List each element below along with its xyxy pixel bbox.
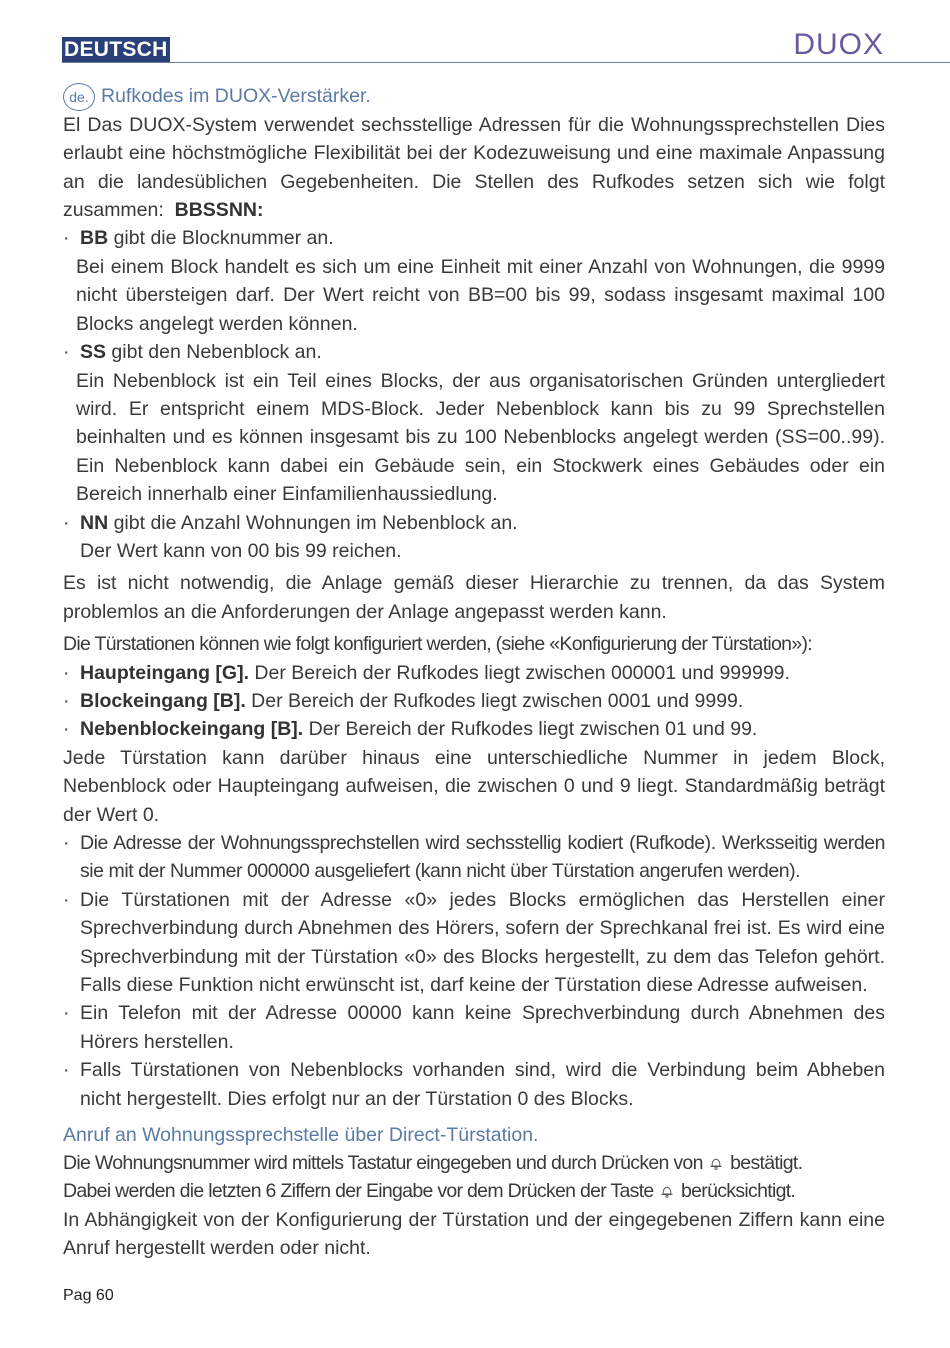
item-text: gibt den Nebenblock an.: [106, 341, 322, 364]
direct-call-text: Dabei werden die letzten 6 Ziffern der Eingabe vor dem Drücken der Taste: [63, 1180, 654, 1203]
note-item: · Falls Türstationen von Nebenblocks vorhanden sind, wird die Verbindung beim Abheben nicht hergestellt. Dies erfolgt nur an der Türstation 0 des Blocks.: [63, 1056, 885, 1113]
item-key: NN: [80, 511, 109, 534]
section-title-text: Rufkodes im DUOX-Verstärker.: [101, 85, 371, 107]
intro-text: El Das DUOX-System verwendet sechsstellige Adressen für die Wohnungssprechstellen Dies erlaubt eine höchstmögliche Flexibilität bei der Kodezuweisung und eine maximale Anpassung an die landesüblichen Gegebenheiten. Die Stellen des Rufkodes setzen sich wie folgt zusammen:: [63, 113, 885, 222]
door-type-text: Der Bereich der Rufkodes liegt zwischen 01 und 99.: [303, 718, 758, 741]
direct-call-line1: [63, 1149, 885, 1177]
door-number-note: Jede Türstation kann darüber hinaus eine unterschiedliche Nummer in jedem Block, Nebenblock oder Haupteingang aufweisen, die zwischen 0 und 9 liegt. Standardmäßig beträgt der Wert 0.: [63, 746, 885, 826]
door-type-text: Der Bereich der Rufkodes liegt zwischen 000001 und 999999.: [249, 661, 790, 684]
language-tag-icon: de.: [63, 83, 95, 111]
item-text: gibt die Anzahl Wohnungen im Nebenblock an.: [108, 511, 518, 534]
direct-call-text: berücksichtigt.: [681, 1180, 796, 1203]
door-type-label: Nebenblockeingang [B].: [80, 718, 304, 741]
page-number: Pag 60: [63, 1287, 114, 1304]
bell-icon: [709, 1156, 723, 1170]
door-type-main: [63, 659, 885, 687]
door-type-block: [63, 687, 885, 715]
list-item-bb: [63, 224, 885, 252]
section-title-rufkodes: [63, 82, 885, 111]
list-item-nn: [63, 509, 885, 537]
code-format: BBSSNN:: [174, 199, 264, 222]
direct-call-text: bestätigt.: [730, 1152, 803, 1175]
note-item: · Die Adresse der Wohnungssprechstellen wird sechsstellig kodiert (Rufkode). Werksseitig werden sie mit der Nummer 000000 ausgeliefert (kann nicht über Türstation angerufen werden).: [63, 829, 885, 886]
direct-call-line2: [63, 1177, 885, 1205]
door-type-text: Der Bereich der Rufkodes liegt zwischen 0001 und 9999.: [245, 689, 744, 712]
note-item: · Die Türstationen mit der Adresse «0» jedes Blocks ermöglichen das Herstellen einer Sprechverbindung durch Abnehmen des Hörers, sofern der Sprechkanal frei ist. Es wird eine Sprechverbindung mit der Türstation «0» des Blocks hergestellt, zu dem das Telefon gehört. Falls diese Funktion nicht erwünscht ist, darf keine der Türstation diese Adresse aufweisen.: [63, 886, 885, 1000]
door-type-label: Haupteingang [G].: [80, 661, 249, 684]
header-divider: [62, 62, 950, 63]
item-key: SS: [80, 341, 107, 364]
door-type-subblock: [63, 715, 885, 743]
item-text: gibt die Blocknummer an.: [108, 227, 334, 250]
duox-logo: DUOX: [793, 28, 884, 61]
direct-call-text: Die Wohnungsnummer wird mittels Tastatur eingegeben und durch Drücken von: [63, 1152, 703, 1175]
section-title-direct-call: Anruf an Wohnungssprechstelle über Direct-Türstation.: [63, 1124, 539, 1147]
door-type-label: Blockeingang [B].: [80, 689, 246, 712]
page-header: [0, 0, 950, 66]
direct-call-line3: In Abhängigkeit von der Konfigurierung der Türstation und der eingegebenen Ziffern kann eine Anruf hergestellt werden oder nicht.: [63, 1208, 885, 1260]
item-detail-nn: Der Wert kann von 00 bis 99 reichen.: [80, 539, 402, 562]
door-config-intro: Die Türstationen können wie folgt konfiguriert werden, (siehe «Konfigurierung der Türstation»):: [63, 633, 812, 656]
item-key: BB: [80, 227, 109, 250]
intro-paragraph: [63, 111, 885, 225]
list-item-ss: [63, 338, 885, 366]
item-detail-bb: Bei einem Block handelt es sich um eine Einheit mit einer Anzahl von Wohnungen, die 9999 nicht übersteigen darf. Der Wert reicht von BB=00 bis 99, sodass insgesamt maximal 100 Blocks angelegt werden können.: [76, 255, 885, 335]
item-detail-ss: Ein Nebenblock ist ein Teil eines Blocks, der aus organisatorischen Gründen untergliedert wird. Er entspricht einem MDS-Block. Jeder Nebenblock kann bis zu 99 Sprechstellen beinhalten und es können insgesamt bis zu 100 Nebenblocks angelegt werden (SS=00..99). Ein Nebenblock kann dabei ein Gebäude sein, ein Stockwerk eines Gebäudes oder ein Bereich innerhalb einer Einfamilienhaussiedlung.: [76, 369, 885, 506]
note-item: · Ein Telefon mit der Adresse 00000 kann keine Sprechverbindung durch Abnehmen des Hörers herstellen.: [63, 999, 885, 1056]
language-badge: DEUTSCH: [64, 38, 168, 61]
hierarchy-note: Es ist nicht notwendig, die Anlage gemäß dieser Hierarchie zu trennen, da das System problemlos an die Anforderungen der Anlage angepasst werden kann.: [63, 572, 885, 623]
bell-icon: [660, 1184, 674, 1198]
page-content: [63, 82, 885, 1263]
